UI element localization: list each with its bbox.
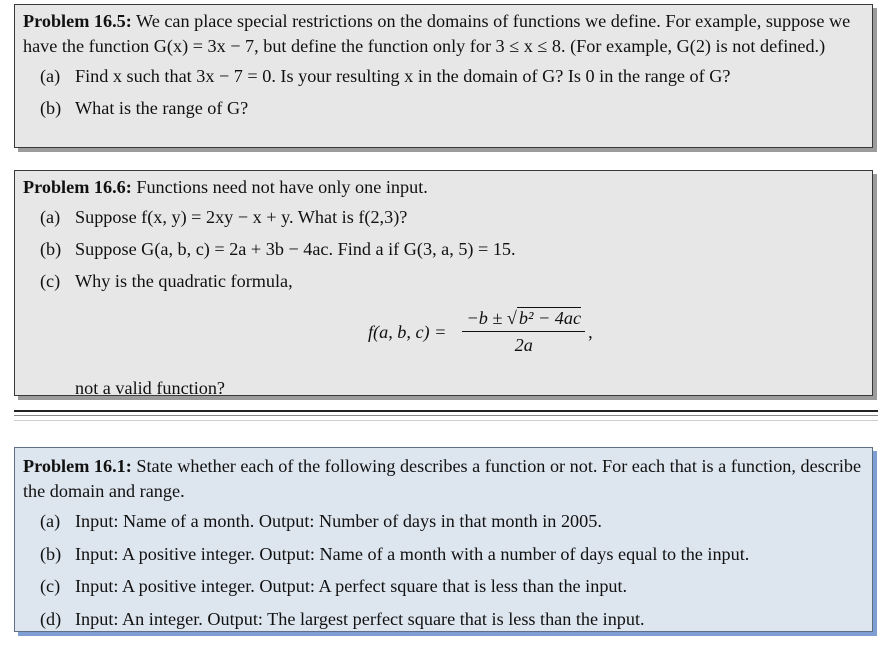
numerator-prefix: −b ± √: [466, 308, 517, 328]
part-label: (c): [40, 576, 61, 596]
part-text: Why is the quadratic formula,: [75, 271, 293, 291]
part-label: (d): [40, 608, 62, 629]
problem-16-5-box: [14, 4, 873, 148]
formula-fraction: [462, 306, 585, 358]
problem-statement: [23, 454, 864, 504]
problem-part-c: [23, 266, 864, 296]
problem-part-a: [23, 62, 864, 91]
section-divider-faint: [14, 420, 878, 421]
radicand: b² − 4ac: [518, 308, 582, 328]
part-label: (a): [40, 207, 61, 227]
formula-lhs: f(a, b, c) =: [368, 321, 447, 342]
problem-16-1-box: [14, 447, 873, 632]
part-text: Find x such that 3x − 7 = 0. Is your resulting x in the domain of G? Is 0 in the range of G?: [75, 66, 731, 86]
problem-title: Problem 16.5:: [23, 11, 132, 31]
formula-trailing-comma: ,: [588, 321, 593, 342]
part-text: Input: Name of a month. Output: Number of days in that month in 2005.: [75, 511, 602, 531]
problem-statement: [23, 175, 864, 200]
part-label: (a): [40, 66, 61, 86]
problem-intro: We can place special restrictions on the domains of functions we define. For example, suppose we have the function G(x) = 3x − 7, but define the function only for 3 ≤ x ≤ 8. (For example, G(2) is not defined.): [23, 11, 851, 56]
problem-16-6-box: [14, 170, 873, 396]
part-label: (b): [40, 543, 62, 564]
problem-title: Problem 16.1:: [23, 456, 132, 476]
quadratic-formula-row: [23, 296, 864, 376]
part-text: Input: A positive integer. Output: Name of a month with a number of days equal to the input.: [75, 543, 750, 564]
part-text: Suppose G(a, b, c) = 2a + 3b − 4ac. Find a if G(3, a, 5) = 15.: [75, 239, 516, 259]
formula-numerator: [462, 306, 585, 332]
problem-title: Problem 16.6:: [23, 177, 132, 197]
problem-part-a: [23, 506, 864, 537]
part-text: What is the range of G?: [75, 98, 249, 118]
problem-statement: [23, 9, 864, 59]
part-label: (b): [40, 98, 62, 118]
problem-intro: State whether each of the following describes a function or not. For each that is a function, describe the domain and range.: [23, 456, 862, 501]
formula-denominator: 2a: [514, 335, 533, 355]
quadratic-formula: [368, 306, 593, 358]
part-text: Input: A positive integer. Output: A perfect square that is less than the input.: [75, 576, 628, 596]
formula-followup: not a valid function?: [75, 378, 226, 398]
problem-part-b: [23, 234, 864, 264]
section-divider: [14, 410, 878, 412]
part-text: Suppose f(x, y) = 2xy − x + y. What is f(2,3)?: [75, 207, 408, 227]
problem-part-b: [23, 94, 864, 123]
problem-part-d: [23, 604, 864, 635]
part-label: (a): [40, 511, 61, 531]
problem-part-b: [23, 539, 864, 570]
section-divider-thin: [14, 415, 878, 416]
part-label: (b): [40, 239, 62, 259]
problem-part-c: [23, 571, 864, 602]
part-label: (c): [40, 271, 61, 291]
part-text: Input: An integer. Output: The largest perfect square that is less than the input.: [75, 608, 645, 629]
problem-part-a: [23, 202, 864, 232]
problem-intro: Functions need not have only one input.: [136, 177, 428, 197]
